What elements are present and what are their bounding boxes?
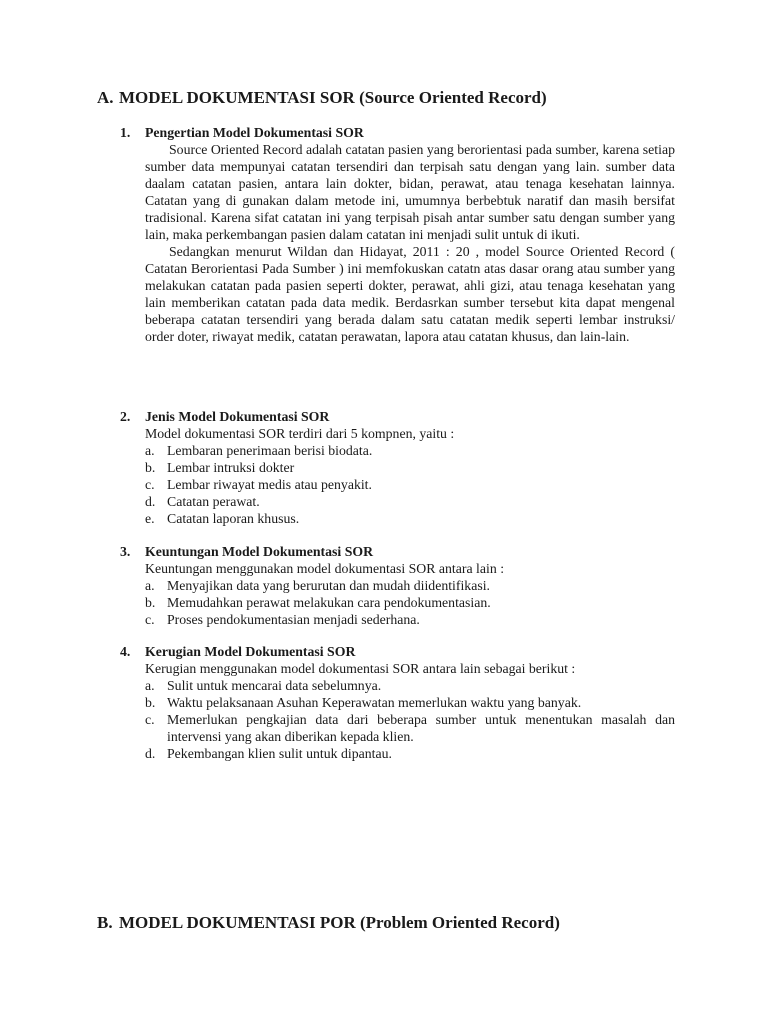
list-item-text: Lembaran penerimaan berisi biodata.	[167, 443, 373, 458]
list-item	[145, 442, 675, 459]
section-a-title: MODEL DOKUMENTASI SOR (Source Oriented Record)	[119, 88, 547, 107]
list-item	[145, 694, 675, 711]
list-item-text: Waktu pelaksanaan Asuhan Keperawatan memerlukan waktu yang banyak.	[167, 695, 582, 710]
subsection-intro: Model dokumentasi SOR terdiri dari 5 kompnen, yaitu :	[145, 426, 455, 441]
subsection-title: Keuntungan Model Dokumentasi SOR	[145, 544, 374, 559]
subsection-intro: Kerugian menggunakan model dokumentasi SOR antara lain sebagai berikut :	[145, 661, 576, 676]
list-item-text: Menyajikan data yang berurutan dan mudah diidentifikasi.	[167, 578, 490, 593]
list-marker: b.	[145, 695, 156, 710]
list-item-text: Memudahkan perawat melakukan cara pendokumentasian.	[167, 595, 491, 610]
alpha-list	[145, 577, 675, 628]
paragraph: Source Oriented Record adalah catatan pasien yang berorientasi pada sumber, karena setiap sumber data mempunyai catatan tersendiri dan terpisah satu dengan yang lain. sumber data daalam catatan pasien, antara lain dokter, bidan, perawat, atau tenaga kesehatan lainnya. Catatan yang di gunakan dalam metode ini, umumnya berbebtuk naratif dan masih bersifat tradisional. Karena sifat catatan ini yang terpisah pisah antar sumber satu dengan sumber yang lain, maka perkembangan pasien dalam catatan ini menjadi sulit untuk di ikuti.	[145, 142, 675, 242]
paragraph: Sedangkan menurut Wildan dan Hidayat, 2011 : 20 , model Source Oriented Record ( Catatan Berorientasi Pada Sumber ) ini memfokuskan catatn atas dasar orang atau sumber yang melakukan catatan pada pasien seperti dokter, perawat, ahli gizi, atau tenaga kesehatan yang lain memberikan catatan pada data medik. Berdasrkan sumber tersebut kita dapat mengenal beberapa catatan tersendiri yang berada dalam satu catatan medik seperti lembar instruksi/ order doter, riwayat medik, catatan perawatan, lapora atau catatan khusus, dan lain-lain.	[145, 244, 675, 344]
list-item-text: Sulit untuk mencarai data sebelumnya.	[167, 678, 382, 693]
list-item-text: Catatan laporan khusus.	[167, 511, 300, 526]
subsection-number: 4.	[120, 644, 131, 659]
subsection-intro: Keuntungan menggunakan model dokumentasi SOR antara lain :	[145, 561, 505, 576]
section-b-title: MODEL DOKUMENTASI POR (Problem Oriented Record)	[119, 913, 560, 932]
section-b-heading	[97, 913, 717, 933]
list-marker: c.	[145, 712, 155, 727]
list-marker: b.	[145, 595, 156, 610]
list-item-text: Lembar riwayat medis atau penyakit.	[167, 477, 372, 492]
list-marker: d.	[145, 746, 156, 761]
subsection-types	[120, 408, 675, 527]
list-marker: a.	[145, 678, 155, 693]
list-marker: a.	[145, 578, 155, 593]
alpha-list	[145, 677, 675, 762]
subsection-body	[120, 660, 675, 762]
subsection-number: 2.	[120, 409, 131, 424]
list-marker: c.	[145, 612, 155, 627]
section-b-letter: B.	[97, 913, 113, 932]
list-item	[145, 459, 675, 476]
subsection-body	[120, 141, 675, 345]
subsection-heading	[120, 543, 675, 560]
list-item-text: Lembar intruksi dokter	[167, 460, 295, 475]
subsection-body	[120, 425, 675, 527]
list-item	[145, 476, 675, 493]
subsection-title: Jenis Model Dokumentasi SOR	[145, 409, 330, 424]
list-item	[145, 493, 675, 510]
list-item-text: Pekembangan klien sulit untuk dipantau.	[167, 746, 392, 761]
list-marker: b.	[145, 460, 156, 475]
subsection-advantages	[120, 543, 675, 628]
subsection-number: 3.	[120, 544, 131, 559]
list-item	[145, 594, 675, 611]
subsection-title: Pengertian Model Dokumentasi SOR	[145, 125, 364, 140]
list-item	[145, 510, 675, 527]
list-item-text: Catatan perawat.	[167, 494, 260, 509]
subsection-heading	[120, 643, 675, 660]
subsection-heading	[120, 408, 675, 425]
list-item	[145, 711, 675, 745]
subsection-definition	[120, 124, 675, 345]
subsection-title: Kerugian Model Dokumentasi SOR	[145, 644, 356, 659]
subsection-number: 1.	[120, 125, 131, 140]
list-item	[145, 577, 675, 594]
list-item	[145, 745, 675, 762]
section-a-heading	[97, 88, 717, 108]
list-marker: d.	[145, 494, 156, 509]
subsection-body	[120, 560, 675, 628]
list-item-text: Memerlukan pengkajian data dari beberapa sumber untuk menentukan masalah dan intervensi yang akan diberikan kepada klien.	[167, 712, 675, 744]
list-item	[145, 611, 675, 628]
list-item-text: Proses pendokumentasian menjadi sederhana.	[167, 612, 420, 627]
list-item	[145, 677, 675, 694]
list-marker: a.	[145, 443, 155, 458]
alpha-list	[145, 442, 675, 527]
list-marker: c.	[145, 477, 155, 492]
section-a-letter: A.	[97, 88, 114, 107]
subsection-disadvantages	[120, 643, 675, 762]
subsection-heading	[120, 124, 675, 141]
list-marker: e.	[145, 511, 155, 526]
